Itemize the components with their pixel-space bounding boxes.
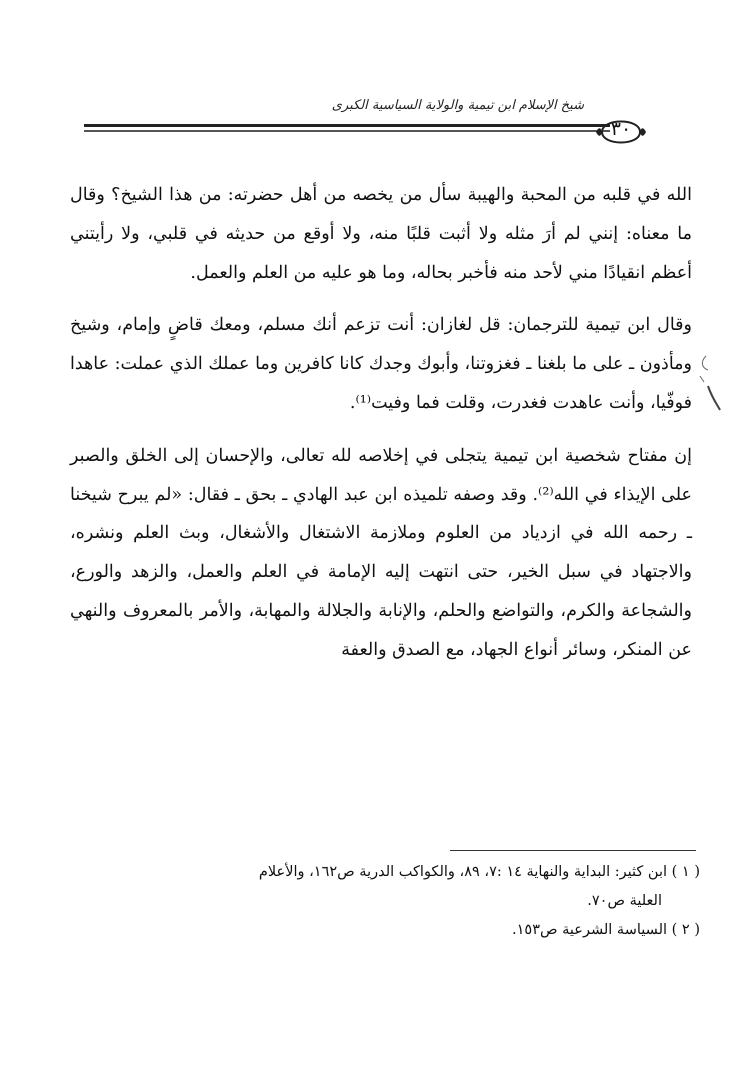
running-title: شيخ الإسلام ابن تيمية والولاية السياسية الكبرى bbox=[331, 98, 584, 113]
footnote-text: ابن كثير: البداية والنهاية ١٤ :٧، ٨٩، والكواكب الدرية ص١٦٢، والأعلام bbox=[258, 864, 668, 880]
header-rule-secondary bbox=[84, 130, 610, 132]
footnote-marker: ( ١ ) bbox=[671, 864, 700, 880]
footnote bbox=[60, 916, 700, 945]
footnote-separator bbox=[450, 850, 696, 851]
footnote-text: السياسة الشرعية ص١٥٣. bbox=[512, 922, 668, 938]
running-header bbox=[60, 98, 584, 113]
paragraph: إن مفتاح شخصية ابن تيمية يتجلى في إخلاصه لله تعالى، والإحسان إلى الخلق والصبر على الإيذاء في الله⁽²⁾. وقد وصفه تلميذه ابن عبد الهادي ـ بحق ـ فقال: «لم يبرح شيخنا ـ رحمه الله في ازدياد من العلوم وملازمة الاشتغال والأشغال، وبث العلم ونشره، والاجتهاد في سبل الخير، حتى انتهت إليه الإمامة في العلم والعمل، والزهد والورع، والشجاعة والكرم، والتواضع والحلم، والإنابة والجلالة والمهابة، والأمر بالمعروف والنهي عن المنكر، وسائر أنواع الجهاد، مع الصدق والعفة bbox=[70, 445, 692, 660]
footnote bbox=[60, 858, 700, 887]
paragraph: وقال ابن تيمية للترجمان: قل لغازان: أنت تزعم أنك مسلم، ومعك قاضٍ وإمام، وشيخ ومأذون ـ على ما بلغنا ـ فغزوتنا، وأبوك وجدك كانا كافرين وما عملك الذي عملت: عاهدا فوفّيا، وأنت عاهدت فغدرت، وقلت فما وفيت⁽¹⁾. bbox=[70, 315, 692, 413]
paragraph: الله في قلبه من المحبة والهيبة سأل من يخصه من أهل حضرته: من هذا الشيخ؟ وقال ما معناه: إنني لم أرَ مثله ولا أثبت قلبًا منه، ولا أوقع من حديثه في قلبي، ولا رأيتني أعظم انقيادًا مني لأحد منه فأخبر بحاله، وما هو عليه من العلم والعمل. bbox=[70, 185, 692, 283]
footnotes bbox=[60, 858, 700, 945]
footnote-continuation: العلية ص٧٠. bbox=[587, 893, 662, 909]
page-number: ٣٠ bbox=[610, 118, 632, 140]
margin-mark-icon bbox=[694, 352, 724, 412]
main-text bbox=[70, 176, 692, 670]
footnote-marker: ( ٢ ) bbox=[671, 922, 700, 938]
header-rule bbox=[84, 124, 610, 127]
